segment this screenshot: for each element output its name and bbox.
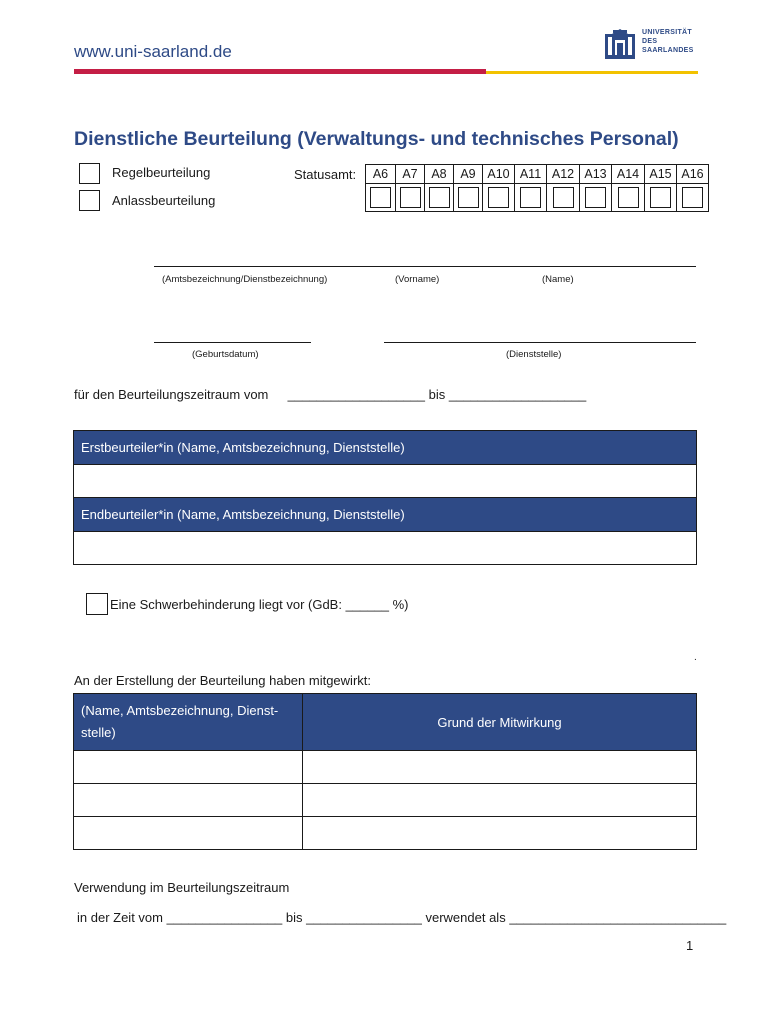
grade-checkbox-cell xyxy=(612,184,645,212)
grade-checkbox[interactable] xyxy=(429,187,450,208)
beurteilungszeitraum-line xyxy=(74,387,586,402)
grade-checkbox-cell xyxy=(645,184,677,212)
header-bar-red xyxy=(74,69,486,74)
table-row xyxy=(74,751,697,784)
grade-label: A7 xyxy=(396,165,425,184)
grade-checkbox[interactable] xyxy=(682,187,703,208)
contributor-name-cell[interactable] xyxy=(74,751,303,784)
period-to-field[interactable]: ___________________ xyxy=(448,387,587,402)
grade-label: A13 xyxy=(580,165,612,184)
grade-label: A6 xyxy=(366,165,396,184)
erstbeurteiler-header: Erstbeurteiler*in (Name, Amtsbezeichnung, Dienststelle) xyxy=(74,431,697,465)
contributors-col-grund: Grund der Mitwirkung xyxy=(303,694,697,751)
grade-checkbox[interactable] xyxy=(400,187,421,208)
zeit-from-field[interactable]: ________________ xyxy=(166,910,283,925)
period-bis: bis xyxy=(428,387,446,402)
grade-checkbox-cell xyxy=(425,184,454,212)
geburtsdatum-line[interactable] xyxy=(154,342,311,343)
schwerbehinderung-label: Eine Schwerbehinderung liegt vor (GdB: xyxy=(110,597,342,612)
grade-label: A15 xyxy=(645,165,677,184)
anlassbeurteilung-checkbox[interactable] xyxy=(79,190,100,211)
evaluator-table xyxy=(73,430,697,565)
page-number: 1 xyxy=(686,938,694,953)
grade-checkbox[interactable] xyxy=(488,187,509,208)
contributors-table xyxy=(73,693,697,850)
dienststelle-caption: (Dienststelle) xyxy=(506,349,562,360)
grade-checkbox[interactable] xyxy=(650,187,671,208)
grade-label: A12 xyxy=(547,165,580,184)
verwendet-als-field[interactable]: ______________________________ xyxy=(509,910,727,925)
schwerbehinderung-checkbox[interactable] xyxy=(86,593,108,615)
grade-label: A10 xyxy=(483,165,515,184)
grade-checkbox-cell xyxy=(366,184,396,212)
gdb-field[interactable]: ______ xyxy=(345,597,389,612)
verwendung-line xyxy=(77,910,726,925)
contributor-name-cell[interactable] xyxy=(74,817,303,850)
stray-dot: . xyxy=(694,652,697,663)
name-caption: (Name) xyxy=(542,274,574,285)
grade-checkbox[interactable] xyxy=(520,187,541,208)
statusamt-label: Statusamt: xyxy=(294,167,357,182)
university-seal-icon xyxy=(604,28,636,60)
contributor-reason-cell[interactable] xyxy=(303,751,697,784)
grade-checkbox-cell xyxy=(677,184,709,212)
endbeurteiler-header: Endbeurteiler*in (Name, Amtsbezeichnung, Dienststelle) xyxy=(74,498,697,532)
grade-checkbox[interactable] xyxy=(618,187,639,208)
grade-checkbox-cell xyxy=(515,184,547,212)
table-row xyxy=(74,817,697,850)
university-logo xyxy=(604,26,696,62)
grade-checkbox[interactable] xyxy=(585,187,606,208)
schwerbehinderung-line xyxy=(110,597,409,612)
zeit-to-field[interactable]: ________________ xyxy=(306,910,422,925)
mitgewirkt-intro: An der Erstellung der Beurteilung haben mitgewirkt: xyxy=(74,673,371,688)
zeit-vom-label: in der Zeit vom xyxy=(77,910,163,925)
grade-checkbox-cell xyxy=(483,184,515,212)
name-line[interactable] xyxy=(154,266,696,267)
grade-label: A16 xyxy=(677,165,709,184)
contributor-reason-cell[interactable] xyxy=(303,784,697,817)
header-bar-yellow xyxy=(486,71,698,74)
geburtsdatum-caption: (Geburtsdatum) xyxy=(192,349,259,360)
grade-checkbox[interactable] xyxy=(458,187,479,208)
table-row xyxy=(74,784,697,817)
grade-checkbox-cell xyxy=(396,184,425,212)
grade-label: A8 xyxy=(425,165,454,184)
grade-label: A9 xyxy=(454,165,483,184)
period-text: für den Beurteilungszeitraum vom xyxy=(74,387,269,402)
grade-checkbox[interactable] xyxy=(553,187,574,208)
grade-checkbox[interactable] xyxy=(370,187,391,208)
grade-label: A11 xyxy=(515,165,547,184)
page-title: Dienstliche Beurteilung (Verwaltungs- und technisches Personal) xyxy=(74,128,679,150)
grade-checkbox-cell xyxy=(454,184,483,212)
endbeurteiler-field[interactable] xyxy=(74,532,697,565)
zeit-bis-label: bis xyxy=(285,910,303,925)
logo-text: UNIVERSITÄT DES SAARLANDES xyxy=(642,29,694,54)
contributor-name-cell[interactable] xyxy=(74,784,303,817)
amtsbezeichnung-caption: (Amtsbezeichnung/Dienstbezeichnung) xyxy=(162,274,328,285)
contributors-col-name: (Name, Amtsbezeichnung, Dienst- stelle) xyxy=(74,694,303,751)
grade-checkbox-cell xyxy=(580,184,612,212)
grade-label: A14 xyxy=(612,165,645,184)
anlassbeurteilung-label: Anlassbeurteilung xyxy=(112,193,216,208)
vorname-caption: (Vorname) xyxy=(395,274,440,285)
erstbeurteiler-field[interactable] xyxy=(74,465,697,498)
verwendung-heading: Verwendung im Beurteilungszeitraum xyxy=(74,880,290,895)
statusamt-grid xyxy=(365,164,709,212)
site-url[interactable]: www.uni-saarland.de xyxy=(74,42,232,61)
dienststelle-line[interactable] xyxy=(384,342,696,343)
regelbeurteilung-label: Regelbeurteilung xyxy=(112,165,211,180)
verwendet-als-label: verwendet als xyxy=(425,910,506,925)
grade-checkbox-cell xyxy=(547,184,580,212)
contributor-reason-cell[interactable] xyxy=(303,817,697,850)
regelbeurteilung-checkbox[interactable] xyxy=(79,163,100,184)
period-from-field[interactable]: ___________________ xyxy=(287,387,425,402)
gdb-suffix: %) xyxy=(392,597,409,612)
